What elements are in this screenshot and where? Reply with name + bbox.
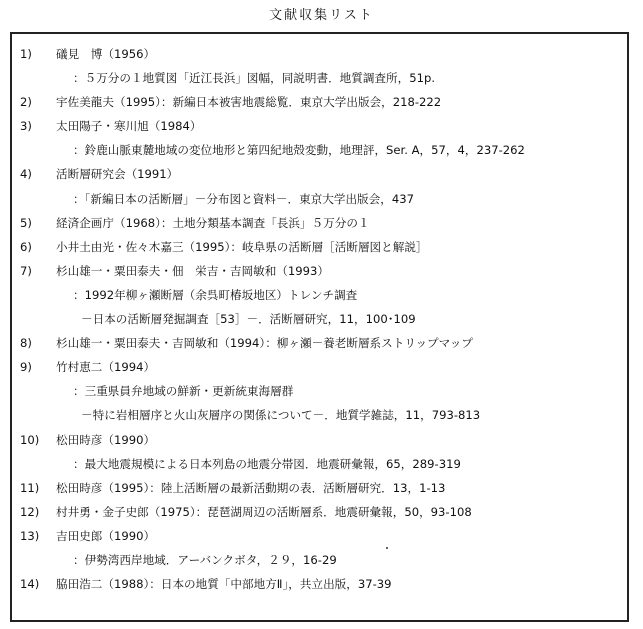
reference-text: －日本の活断層発掘調査［53］－．活断層研究，11，100･109: [81, 312, 416, 327]
reference-line: [12, 138, 627, 162]
reference-list: [12, 42, 627, 596]
reference-text: 村井勇・金子史郎（1975）：琵琶湖周辺の活断層系．地震研彙報，50，93-108: [56, 504, 472, 519]
reference-text: 杉山雄一・粟田泰夫・佃 栄吉・吉岡敏和（1993）: [56, 263, 329, 278]
reference-text: 宇佐美龍夫（1995）：新編日本被害地震総覧．東京大学出版会，218-222: [56, 95, 442, 110]
reference-line: [12, 162, 627, 186]
reference-number: 12): [20, 504, 40, 519]
reference-number: 8): [20, 336, 32, 351]
reference-line: [12, 211, 627, 235]
reference-line: [12, 187, 627, 211]
reference-number: 10): [20, 432, 40, 447]
reference-text: ：三重県員弁地域の鮮新・更新統東海層群: [73, 384, 294, 399]
reference-line: [12, 500, 627, 524]
reference-text: 吉田史郎（1990）: [56, 528, 156, 543]
reference-number: 3): [20, 119, 32, 134]
reference-text: 太田陽子・寒川旭（1984）: [56, 119, 202, 134]
reference-list-box: [10, 32, 629, 622]
reference-line: [12, 259, 627, 283]
reference-line: [12, 66, 627, 90]
reference-text: ：「新編日本の活断層」－分布図と資料－．東京大学出版会，437: [73, 191, 414, 206]
stray-dot-mark: [386, 547, 388, 549]
reference-text: 小井土由光・佐々木嘉三（1995）：岐阜県の活断層［活断層図と解説］: [56, 239, 428, 254]
reference-number: 14): [20, 577, 40, 592]
reference-text: －特に岩相層序と火山灰層序の関係について－．地質学雑誌，11，793-813: [81, 408, 481, 423]
reference-line: [12, 331, 627, 355]
reference-text: ：鈴鹿山脈東麓地域の変位地形と第四紀地殻変動，地理評，Ser. A，57，4，237-262: [73, 143, 525, 158]
reference-text: ：1992年柳ヶ瀬断層（余呉町椿坂地区）トレンチ調査: [73, 287, 358, 302]
reference-text: 活断層研究会（1991）: [56, 167, 179, 182]
reference-number: 11): [20, 480, 40, 495]
reference-text: 杉山雄一・粟田泰夫・吉岡敏和（1994）：柳ヶ瀬－養老断層系ストリップマップ: [56, 336, 473, 351]
document-title: 文献収集リスト: [269, 8, 374, 23]
reference-number: 13): [20, 528, 40, 543]
reference-line: [12, 355, 627, 379]
reference-line: [12, 235, 627, 259]
reference-text: 脇田浩二（1988）：日本の地質「中部地方Ⅱ」，共立出版，37-39: [56, 577, 392, 592]
reference-line: [12, 452, 627, 476]
reference-line: [12, 572, 627, 596]
reference-text: ：最大地震規模による日本列島の地震分帯図．地震研彙報，65，289-319: [73, 456, 461, 471]
reference-text: 竹村恵二（1994）: [56, 360, 156, 375]
reference-line: [12, 548, 627, 572]
reference-text: 礒見 博（1956）: [56, 47, 156, 61]
reference-number: 5): [20, 215, 32, 230]
reference-line: [12, 90, 627, 114]
reference-number: 7): [20, 263, 32, 278]
reference-number: 9): [20, 360, 32, 375]
reference-line: [12, 428, 627, 452]
reference-text: 松田時彦（1990）: [56, 432, 156, 447]
reference-number: 6): [20, 239, 32, 254]
reference-text: ：伊勢湾西岸地域．アーバンクボタ，２９，16-29: [73, 552, 337, 567]
reference-line: [12, 307, 627, 331]
reference-line: [12, 403, 627, 427]
reference-text: 経済企画庁（1968）：土地分類基本調査「長浜」５万分の１: [56, 215, 370, 230]
reference-text: 松田時彦（1995）：陸上活断層の最新活動期の表．活断層研究．13，1-13: [56, 480, 446, 495]
reference-line: [12, 524, 627, 548]
reference-number: 2): [20, 95, 32, 110]
reference-line: [12, 283, 627, 307]
reference-line: [12, 379, 627, 403]
reference-line: [12, 476, 627, 500]
reference-text: ：５万分の１地質図「近江長浜」図幅，同説明書．地質調査所，51p.: [73, 71, 436, 86]
reference-number: 4): [20, 167, 32, 182]
reference-line: [12, 42, 627, 66]
reference-line: [12, 114, 627, 138]
reference-number: 1): [20, 47, 32, 61]
